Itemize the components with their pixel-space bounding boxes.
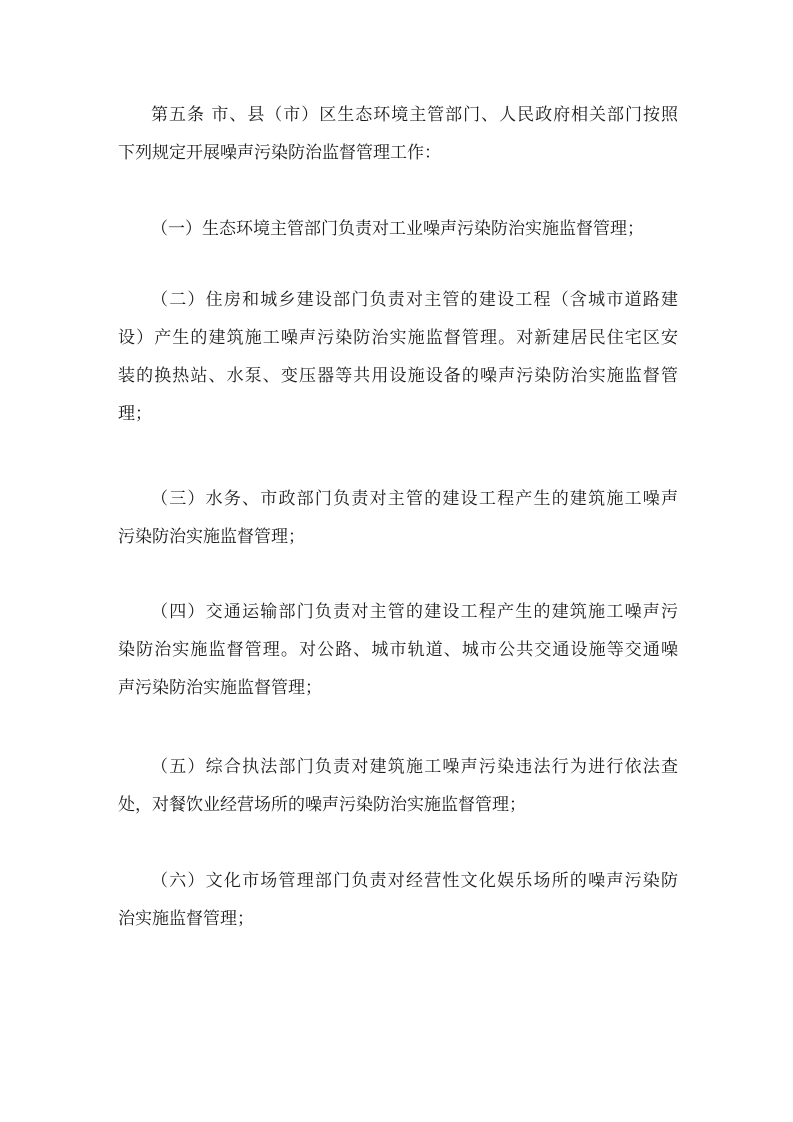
text-line: 下列规定开展噪声污染防治监督管理工作： xyxy=(118,143,441,163)
paragraph-item-3 xyxy=(118,480,678,556)
paragraph-item-5 xyxy=(118,748,678,824)
text-line: （五）综合执法部门负责对建筑施工噪声污染违法行为进行依法查 xyxy=(151,757,678,777)
paragraph-item-6 xyxy=(118,862,678,938)
text-line: 染防治实施监督管理。对公路、城市轨道、城市公共交通设施等交通噪 xyxy=(118,640,678,660)
text-line: （一）生态环境主管部门负责对工业噪声污染防治实施监督管理； xyxy=(151,219,644,239)
paragraph-article-5-intro xyxy=(118,96,678,172)
text-line: 治实施监督管理； xyxy=(118,909,254,929)
text-line: 声污染防治实施监督管理； xyxy=(118,678,322,698)
text-line: （二）住房和城乡建设部门负责对主管的建设工程（含城市道路建 xyxy=(151,290,678,310)
paragraph-item-1 xyxy=(118,210,678,248)
text-line: （三）水务、市政部门负责对主管的建设工程产生的建筑施工噪声 xyxy=(151,489,678,509)
text-line: 理； xyxy=(118,404,152,424)
text-line: （四）交通运输部门负责对主管的建设工程产生的建筑施工噪声污 xyxy=(151,602,678,622)
paragraph-item-4 xyxy=(118,593,678,707)
text-line: 第五条 市、县（市）区生态环境主管部门、人民政府相关部门按照 xyxy=(151,105,678,125)
text-line: 污染防治实施监督管理； xyxy=(118,527,305,547)
text-line: （六）文化市场管理部门负责对经营性文化娱乐场所的噪声污染防 xyxy=(151,871,678,891)
paragraph-item-2 xyxy=(118,281,678,433)
text-line: 装的换热站、水泵、变压器等共用设施设备的噪声污染防治实施监督管 xyxy=(118,366,678,386)
text-line: 处，对餐饮业经营场所的噪声污染防治实施监督管理； xyxy=(118,795,526,815)
text-line: 设）产生的建筑施工噪声污染防治实施监督管理。对新建居民住宅区安 xyxy=(118,328,678,348)
